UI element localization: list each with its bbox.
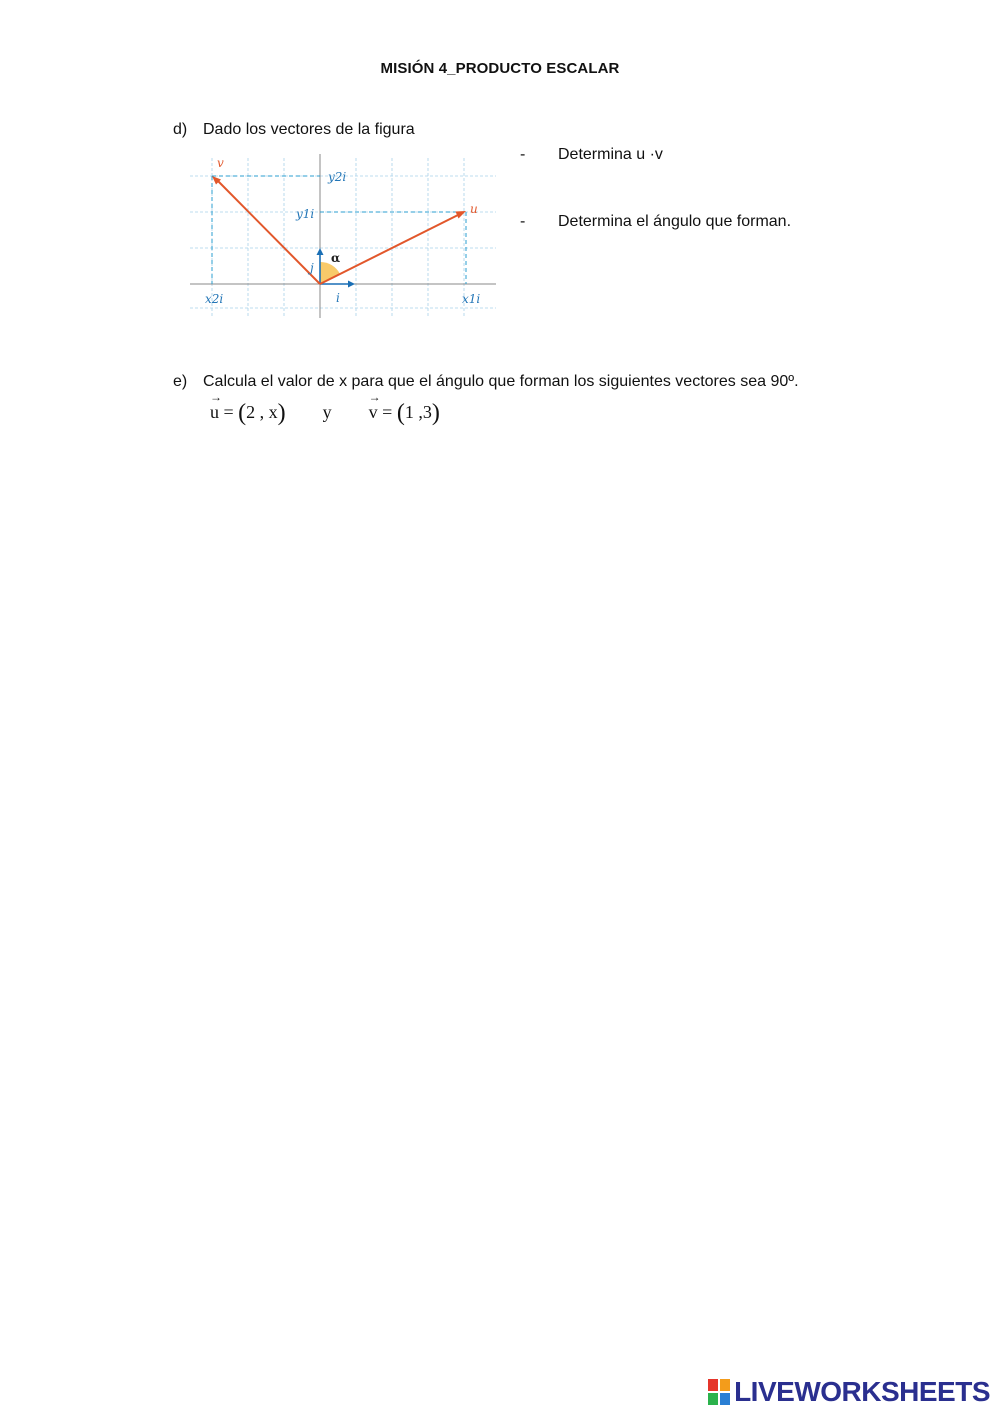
task-dash: - bbox=[520, 146, 526, 163]
label-x1: x1i bbox=[462, 292, 481, 306]
question-e-label: e) bbox=[173, 373, 188, 390]
page-title: MISIÓN 4_PRODUCTO ESCALAR bbox=[380, 60, 620, 77]
vector-figure bbox=[190, 150, 496, 320]
logo-icon bbox=[708, 1379, 730, 1405]
u-comp-1: 2 bbox=[246, 402, 256, 422]
label-alpha: α bbox=[331, 251, 341, 265]
label-i: i bbox=[336, 291, 340, 305]
vector-formula: → u = (2 , x) y → v = (1 ,3) bbox=[210, 390, 440, 426]
label-y2: y2i bbox=[328, 170, 347, 184]
task-text: Determina el ángulo que forman. bbox=[558, 213, 792, 230]
question-d-text: Dado los vectores de la figura bbox=[203, 121, 415, 138]
u-comp-2: x bbox=[268, 402, 278, 422]
question-d-label: d) bbox=[173, 121, 188, 138]
question-e-text: Calcula el valor de x para que el ángulo que forman los siguientes vectores sea 90º. bbox=[203, 373, 799, 390]
angle-sector bbox=[320, 262, 340, 284]
v-comp-1: 1 bbox=[404, 402, 414, 422]
question-d bbox=[173, 121, 473, 143]
vector-v: → v bbox=[368, 390, 381, 422]
vector-u-name: u bbox=[210, 402, 219, 422]
label-y1: y1i bbox=[296, 207, 315, 221]
label-x2: x2i bbox=[205, 292, 224, 306]
liveworksheets-logo bbox=[708, 1374, 990, 1410]
vector-u: → u bbox=[210, 390, 222, 422]
formula-connector: y bbox=[322, 402, 332, 422]
task-text: Determina u ·v bbox=[558, 146, 663, 163]
logo-text: LIVEWORKSHEETS bbox=[734, 1376, 990, 1407]
vector-arrows bbox=[212, 176, 466, 284]
vector-v-name: v bbox=[368, 402, 378, 422]
task-dash: - bbox=[520, 213, 526, 230]
question-e bbox=[173, 373, 873, 395]
label-v: v bbox=[217, 156, 224, 170]
label-u: u bbox=[470, 202, 478, 216]
label-j: j bbox=[310, 261, 314, 275]
v-comp-2: 3 bbox=[422, 402, 432, 422]
